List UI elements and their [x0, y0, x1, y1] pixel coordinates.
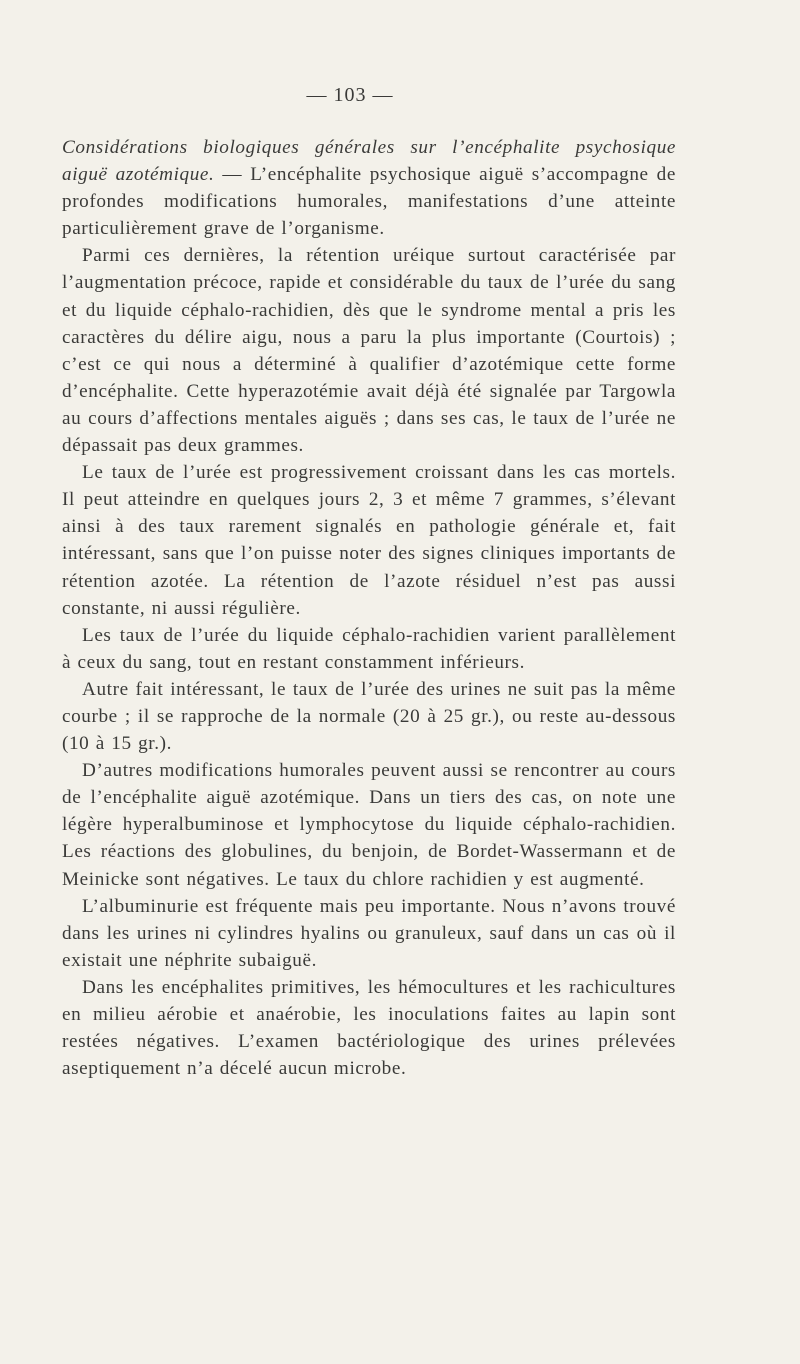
paragraph-5: Autre fait intéressant, le taux de l’urée des urines ne suit pas la même courbe ; il se rapproche de la normale (20 à 25 gr.), ou reste au-dessous (10 à 15 gr.).: [62, 678, 676, 755]
paragraph-3: Le taux de l’urée est progressivement croissant dans les cas mortels. Il peut atteindre en quelques jours 2, 3 et même 7 grammes, s’élevant ainsi à des taux rarement signalés en pathologie générale et, fait intéressant, sans que l’on puisse noter des signes cliniques importants de rétention azotée. La rétention de l’azote résiduel n’est pas aussi constante, ni aussi régulière.: [62, 462, 676, 619]
paragraph-4: Les taux de l’urée du liquide céphalo-rachidien varient parallèlement à ceux du sang, tout en restant constamment inférieurs.: [62, 624, 676, 673]
paragraph-1-text: — L’encéphalite psychosique aiguë s’accompagne de profondes modifications humorales, manifestations d’une atteinte particulièrement grave de l’organisme.: [62, 164, 676, 240]
paragraph-1: [62, 134, 676, 242]
paragraph-7: L’albuminurie est fréquente mais peu importante. Nous n’avons trouvé dans les urines ni cylindres hyalins ou granuleux, sauf dans un cas où il existait une néphrite subaiguë.: [62, 895, 676, 971]
paragraph-2: Parmi ces dernières, la rétention uréique surtout caractérisée par l’augmentation précoce, rapide et considérable du taux de l’urée du sang et du liquide céphalo-rachidien, dès que le syndrome mental a pris les caractères du délire aigu, nous a paru la plus importante (Courtois) ; c’est ce qui nous a déterminé à qualifier d’azotémique cette forme d’encéphalite. Cette hyperazotémie avait déjà été signalée par Targowla au cours d’affections mentales aiguës ; dans ses cas, le taux de l’urée ne dépassait pas deux grammes.: [62, 245, 676, 457]
body-text: [62, 134, 676, 1082]
section-heading-italic: Considérations biologiques générales sur l’encéphalite psychosique aiguë azotémique.: [62, 137, 676, 186]
paragraph-6: D’autres modifications humorales peuvent aussi se rencontrer au cours de l’encéphalite aiguë azotémique. Dans un tiers des cas, on note une légère hyperalbuminose et lymphocytose du liquide céphalo-rachidien. Les réactions des globulines, du benjoin, de Bordet-Wassermann et de Meinicke sont négatives. Le taux du chlore rachidien y est augmenté.: [62, 760, 676, 890]
paragraph-8: Dans les encéphalites primitives, les hémocultures et les rachicultures en milieu aérobie et anaérobie, les inoculations faites au lapin sont restées négatives. L’examen bactériologique des urines prélevées aseptiquement n’a décelé aucun microbe.: [62, 976, 676, 1080]
page-number: — 103 —: [306, 84, 394, 106]
